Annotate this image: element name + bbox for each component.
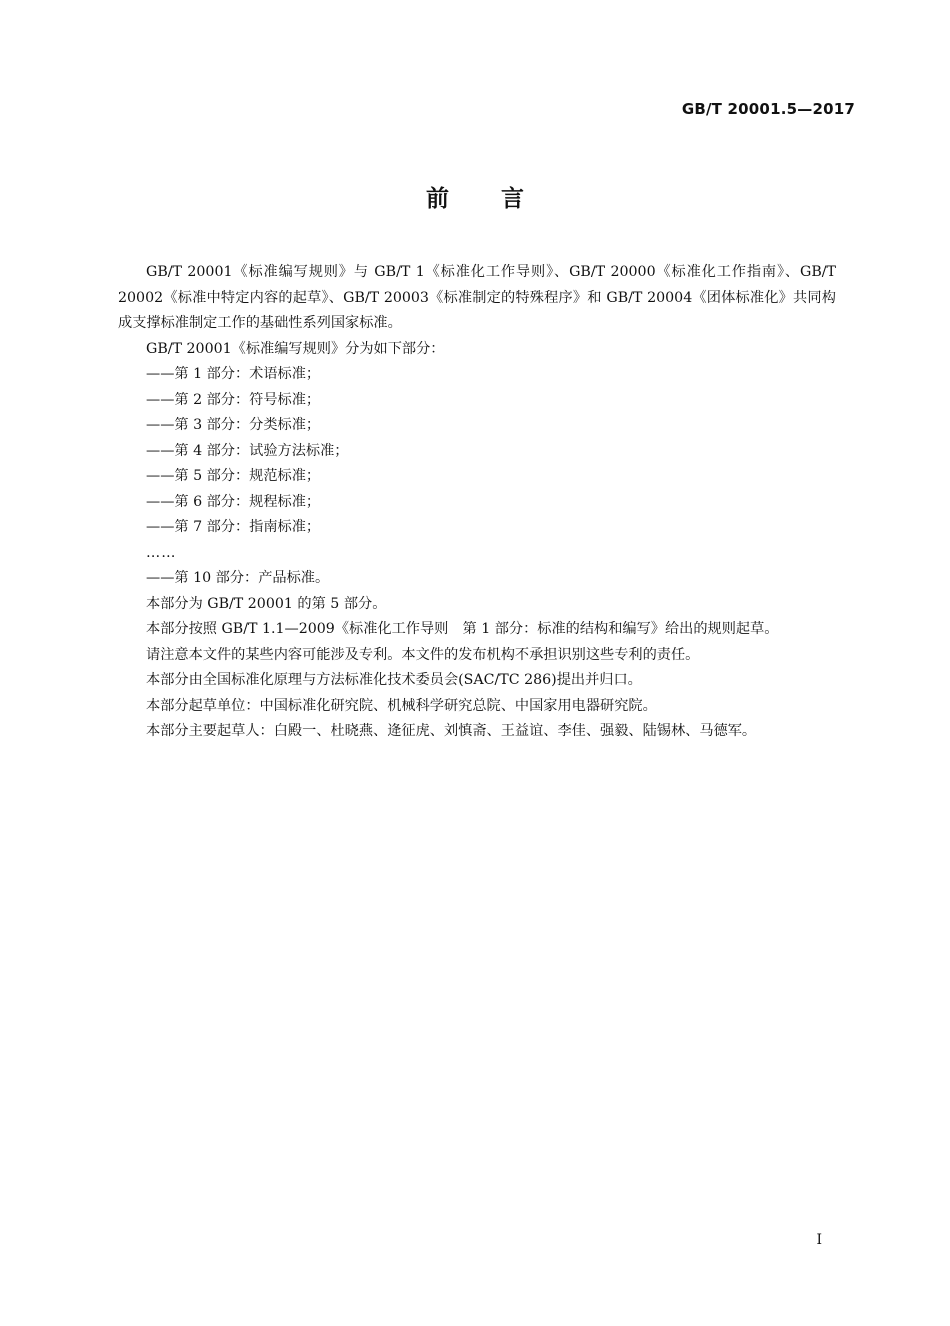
list-item: ——第 1 部分：术语标准； bbox=[146, 366, 321, 382]
page-title: 前言 bbox=[426, 186, 576, 212]
list-item: ——第 6 部分：规程标准； bbox=[146, 493, 321, 510]
statement-paragraph: 请注意本文件的某些内容可能涉及专利。本文件的发布机构不承担识别这些专利的责任。 bbox=[146, 646, 700, 663]
parts-list-end bbox=[118, 566, 836, 592]
parts-list bbox=[118, 362, 836, 541]
statement-paragraph: 本部分起草单位：中国标准化研究院、机械科学研究总院、中国家用电器研究院。 bbox=[146, 697, 657, 714]
statement-paragraph: 本部分由全国标准化原理与方法标准化技术委员会(SAC/TC 286)提出并归口。 bbox=[146, 672, 642, 688]
statement-paragraph: 本部分按照 GB/T 1.1—2009《标准化工作导则 第 1 部分：标准的结构和编写》给出的规则起草。 bbox=[146, 621, 779, 637]
statement-paragraph: 本部分主要起草人：白殿一、杜晓燕、逄征虎、刘慎斋、王益谊、李佳、强毅、陆锡林、马德军。 bbox=[146, 723, 757, 739]
list-item: ——第 10 部分：产品标准。 bbox=[146, 570, 330, 586]
list-item: ——第 4 部分：试验方法标准； bbox=[146, 442, 349, 459]
intro-paragraph: GB/T 20001《标准编写规则》与 GB/T 1《标准化工作导则》、GB/T 20000《标准化工作指南》、GB/T 20002《标准中特定内容的起草》、GB/T 20003《标准制定的特殊程序》和 GB/T 20004《团体标准化》共同构成支撑标准制定工作的基础性系列国家标准。 bbox=[118, 264, 836, 331]
list-item: ——第 3 部分：分类标准； bbox=[146, 417, 321, 433]
document-body bbox=[118, 260, 836, 745]
parts-intro-paragraph: GB/T 20001《标准编写规则》分为如下部分： bbox=[146, 340, 445, 357]
list-item: ——第 2 部分：符号标准； bbox=[146, 391, 321, 408]
page-number: I bbox=[816, 1232, 822, 1248]
list-item: ——第 7 部分：指南标准； bbox=[146, 519, 321, 535]
standard-code: GB/T 20001.5—2017 bbox=[681, 100, 855, 118]
statement-paragraph: 本部分为 GB/T 20001 的第 5 部分。 bbox=[146, 595, 387, 612]
list-item: ——第 5 部分：规范标准； bbox=[146, 468, 321, 484]
list-ellipsis: …… bbox=[146, 544, 177, 561]
